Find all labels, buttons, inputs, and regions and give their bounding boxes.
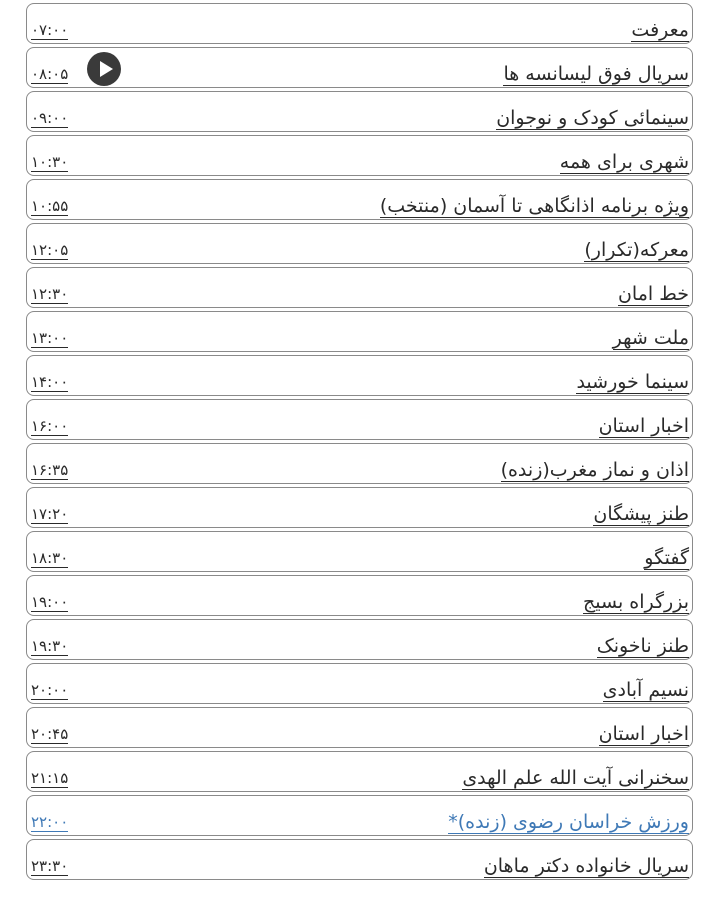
program-title[interactable]: اخبار استان <box>598 723 689 745</box>
program-title[interactable]: اخبار استان <box>598 415 689 437</box>
program-title[interactable]: سینمائی کودک و نوجوان <box>496 107 689 129</box>
program-title[interactable]: سریال فوق لیسانسه ها <box>503 63 689 85</box>
program-time: ۲۰:۴۵ <box>31 725 69 743</box>
program-title[interactable]: سخنرانی آیت الله علم الهدی <box>462 767 689 789</box>
program-title[interactable]: گفتگو <box>644 547 689 569</box>
schedule-row[interactable] <box>26 619 693 660</box>
program-time: ۲۱:۱۵ <box>31 769 69 787</box>
program-time: ۱۰:۳۰ <box>31 153 69 171</box>
program-time: ۱۸:۳۰ <box>31 549 69 567</box>
program-time: ۱۴:۰۰ <box>31 373 69 391</box>
program-title[interactable]: طنز پیشگان <box>593 503 689 525</box>
schedule-row[interactable] <box>26 751 693 792</box>
schedule-row[interactable] <box>26 3 693 44</box>
program-title[interactable]: ملت شهر <box>612 327 689 349</box>
schedule-row[interactable] <box>26 179 693 220</box>
schedule-row[interactable] <box>26 91 693 132</box>
program-time: ۰۹:۰۰ <box>31 109 69 127</box>
program-time: ۱۷:۲۰ <box>31 505 69 523</box>
program-time: ۱۲:۳۰ <box>31 285 69 303</box>
program-time: ۲۳:۳۰ <box>31 857 69 875</box>
schedule-row[interactable] <box>26 267 693 308</box>
schedule-row[interactable] <box>26 487 693 528</box>
schedule-row[interactable] <box>26 355 693 396</box>
schedule-row[interactable] <box>26 399 693 440</box>
program-time: ۱۰:۵۵ <box>31 197 69 215</box>
play-circle-icon[interactable] <box>87 52 121 86</box>
program-time: ۱۶:۰۰ <box>31 417 69 435</box>
schedule-row[interactable] <box>26 839 693 880</box>
program-title[interactable]: سریال خانواده دکتر ماهان <box>483 855 689 877</box>
program-time: ۲۲:۰۰ <box>31 813 69 831</box>
program-title[interactable]: طنز ناخونک <box>596 635 689 657</box>
program-title[interactable]: خط امان <box>617 283 689 305</box>
program-time: ۰۸:۰۵ <box>31 65 69 83</box>
schedule-row[interactable] <box>26 443 693 484</box>
schedule-row[interactable] <box>26 135 693 176</box>
schedule-row[interactable] <box>26 311 693 352</box>
schedule-row[interactable] <box>26 707 693 748</box>
schedule-row[interactable] <box>26 663 693 704</box>
program-title[interactable]: اذان و نماز مغرب(زنده) <box>500 459 689 481</box>
program-time: ۱۲:۰۵ <box>31 241 69 259</box>
schedule-row[interactable] <box>26 575 693 616</box>
program-title[interactable]: ویژه برنامه اذانگاهی تا آسمان (منتخب) <box>379 195 689 217</box>
program-title[interactable]: بزرگراه بسیج <box>583 591 689 613</box>
schedule-row[interactable] <box>26 531 693 572</box>
program-title[interactable]: معرکه(تکرار) <box>584 239 689 261</box>
program-title[interactable]: معرفت <box>631 19 689 41</box>
program-title[interactable]: شهری برای همه <box>559 151 689 173</box>
program-time: ۱۳:۰۰ <box>31 329 69 347</box>
program-time: ۲۰:۰۰ <box>31 681 69 699</box>
schedule-row-current[interactable] <box>26 795 693 836</box>
schedule-row[interactable] <box>26 47 693 88</box>
program-time: ۱۹:۰۰ <box>31 593 69 611</box>
program-title[interactable]: نسیم آبادی <box>602 679 689 701</box>
program-time: ۰۷:۰۰ <box>31 21 69 39</box>
program-time: ۱۶:۳۵ <box>31 461 69 479</box>
program-time: ۱۹:۳۰ <box>31 637 69 655</box>
program-title[interactable]: سینما خورشید <box>576 371 689 393</box>
schedule-row[interactable] <box>26 223 693 264</box>
program-title[interactable]: ورزش خراسان رضوی (زنده)* <box>448 811 689 833</box>
